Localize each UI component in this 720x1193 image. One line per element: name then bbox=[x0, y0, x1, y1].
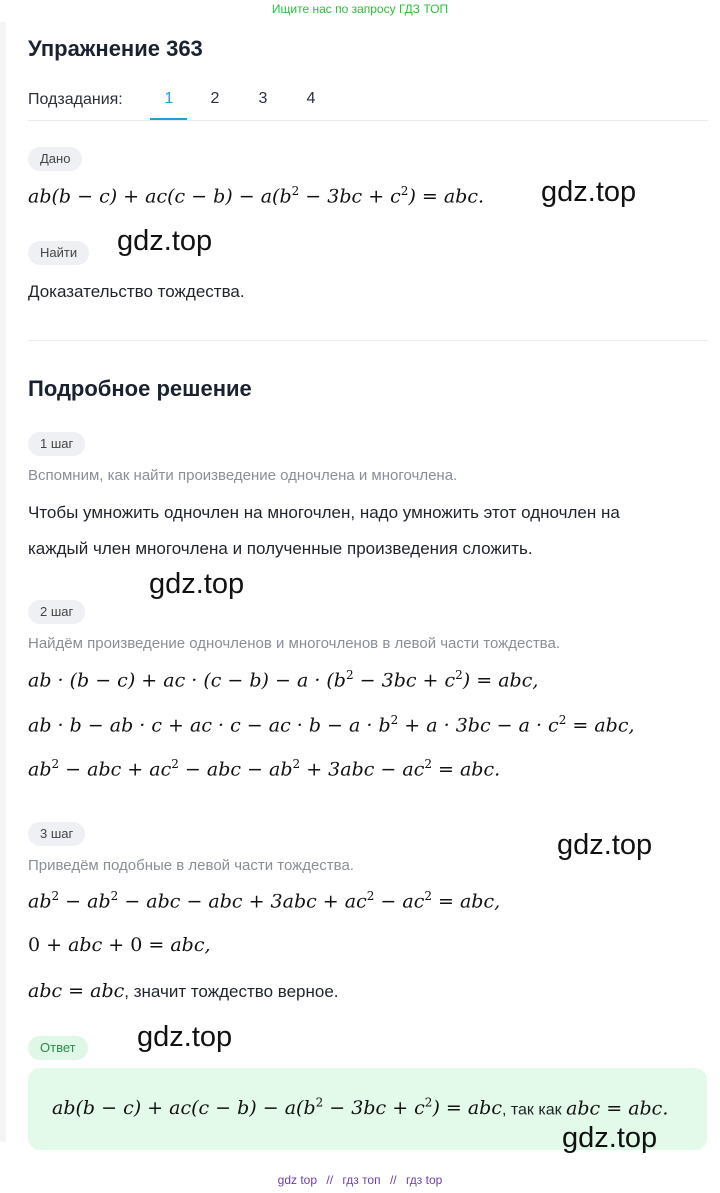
step-3-equation-1: $ab^2 - ab^2$ − abc − abc + $3abc + ac^2 - ac^2$ = abc, bbox=[28, 889, 501, 913]
given-badge: Дано bbox=[28, 147, 82, 171]
section-divider bbox=[28, 340, 708, 341]
watermark: gdz.top bbox=[117, 225, 213, 257]
find-badge: Найти bbox=[28, 241, 89, 265]
step-3-conclusion: abc = abc, значит тождество верное. bbox=[28, 980, 339, 1002]
search-banner-link[interactable]: Ищите нас по запросу ГДЗ ТОП bbox=[271, 2, 449, 16]
step-3-hint: Приведём подобные в левой части тождества. bbox=[28, 857, 354, 874]
footer-separator: // bbox=[389, 1173, 397, 1187]
footer-links bbox=[0, 1173, 720, 1187]
watermark: gdz.top bbox=[541, 176, 637, 208]
watermark: gdz.top bbox=[149, 568, 245, 600]
step-1-hint: Вспомним, как найти произведение одночлена и многочлена. bbox=[28, 467, 458, 484]
watermark: gdz.top bbox=[137, 1021, 233, 1053]
step-3-conclusion-text: , значит тождество верное. bbox=[124, 982, 339, 1001]
subtasks-label: Подзадания: bbox=[28, 91, 123, 108]
answer-badge: Ответ bbox=[28, 1036, 88, 1060]
footer-separator: // bbox=[326, 1173, 334, 1187]
step-2-equation-1: ab · (b − c) + ac · $(c - b) - a \cdot (b^2 - 3bc + c^2)$ = abc, bbox=[28, 668, 539, 692]
tabs-divider bbox=[28, 120, 708, 121]
step-1-text-line-1: Чтобы умножить одночлен на многочлен, надо умножить этот одночлен на bbox=[28, 503, 620, 522]
step-2-badge: 2 шаг bbox=[28, 600, 85, 624]
given-equation: $ab(b - c) + ac(c - b) - a(b^2 - 3bc + c^2)$ = abc. bbox=[28, 184, 485, 208]
footer-link-1[interactable]: gdz top bbox=[277, 1173, 318, 1187]
tab-subtask-3[interactable]: 3 bbox=[258, 90, 268, 107]
step-2-equation-2: ab · b − ab · c + ac · c − ac · $b - a \cdot b^2 + a \cdot 3bc - a \cdot c^2$ = abc, bbox=[28, 713, 635, 737]
answer-text: , так как bbox=[501, 1101, 567, 1119]
step-3-equation-2: 0 + abc + 0 = abc, bbox=[28, 934, 211, 956]
watermark: gdz.top bbox=[557, 829, 653, 861]
step-1-text-line-2: каждый член многочлена и полученные произведения сложить. bbox=[28, 539, 533, 558]
active-tab-indicator bbox=[150, 118, 187, 120]
footer-link-2[interactable]: гдз топ bbox=[342, 1173, 381, 1187]
step-2-equation-3: $ab^2$ − abc + $ac^2$ − abc − $ab^2 + 3abc - ac^2$ = abc. bbox=[28, 757, 501, 781]
page-title: Упражнение 363 bbox=[28, 36, 203, 61]
tab-subtask-4[interactable]: 4 bbox=[306, 90, 316, 107]
step-3-badge: 3 шаг bbox=[28, 822, 85, 846]
step-2-hint: Найдём произведение одночленов и многочленов в левой части тождества. bbox=[28, 635, 560, 652]
tab-subtask-1[interactable]: 1 bbox=[164, 90, 174, 107]
tab-subtask-2[interactable]: 2 bbox=[210, 90, 220, 107]
find-text: Доказательство тождества. bbox=[28, 282, 245, 301]
step-1-badge: 1 шаг bbox=[28, 432, 85, 456]
watermark: gdz.top bbox=[562, 1122, 658, 1154]
footer-link-3[interactable]: гдз top bbox=[405, 1173, 443, 1187]
answer-content: $ab(b - c) + ac(c - b) - a(b^2 - 3bc + c^2)$ = abc, так как abc = abc. bbox=[52, 1096, 669, 1120]
solution-title: Подробное решение bbox=[28, 376, 252, 401]
